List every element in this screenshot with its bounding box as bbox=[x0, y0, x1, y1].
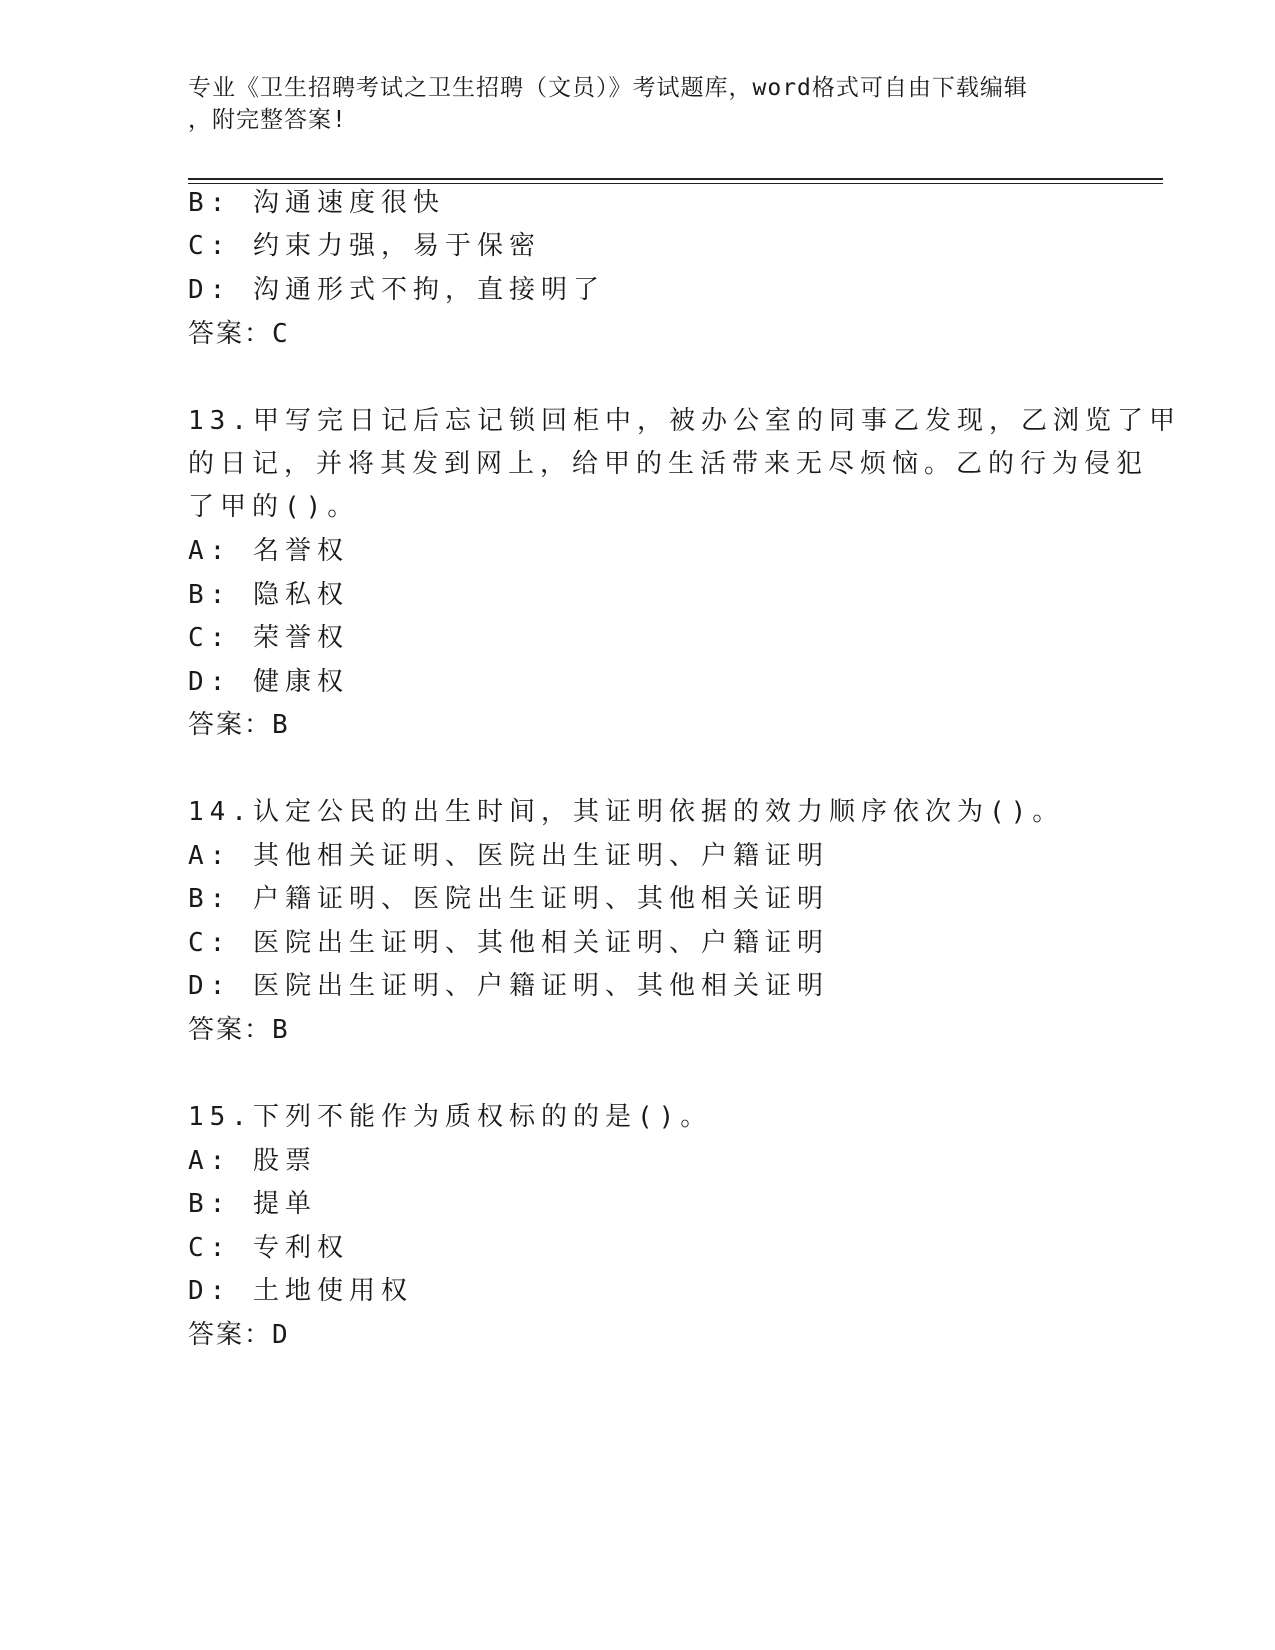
header-line-2: ，附完整答案! bbox=[188, 107, 347, 133]
header-line-1: 专业《卫生招聘考试之卫生招聘（文员）》考试题库，word格式可自由下载编辑 bbox=[188, 75, 1028, 101]
q14-stem-line-1: 14.认定公民的出生时间，其证明依据的效力顺序依次为()。 bbox=[188, 797, 1065, 827]
q14-answer: 答案：B bbox=[188, 1015, 290, 1045]
q14-option-d: D: 医院出生证明、户籍证明、其他相关证明 bbox=[188, 971, 829, 1001]
q12-option-b: B: 沟通速度很快 bbox=[188, 188, 445, 218]
q15-option-a: A: 股票 bbox=[188, 1146, 317, 1176]
q14-option-c: C: 医院出生证明、其他相关证明、户籍证明 bbox=[188, 928, 829, 958]
q13-stem-line-3: 了甲的()。 bbox=[188, 492, 360, 522]
q12-option-c: C: 约束力强，易于保密 bbox=[188, 231, 541, 261]
header-divider-thick bbox=[188, 178, 1163, 180]
header-divider-thin bbox=[188, 183, 1163, 184]
q13-stem-line-2: 的日记，并将其发到网上，给甲的生活带来无尽烦恼。乙的行为侵犯 bbox=[188, 449, 1149, 479]
q15-option-d: D: 土地使用权 bbox=[188, 1276, 413, 1306]
q13-option-c: C: 荣誉权 bbox=[188, 623, 349, 653]
q15-option-c: C: 专利权 bbox=[188, 1233, 349, 1263]
q12-option-d: D: 沟通形式不拘，直接明了 bbox=[188, 275, 605, 305]
q14-option-b: B: 户籍证明、医院出生证明、其他相关证明 bbox=[188, 884, 829, 914]
q13-stem-line-1: 13.甲写完日记后忘记锁回柜中，被办公室的同事乙发现，乙浏览了甲 bbox=[188, 406, 1181, 436]
q13-answer: 答案：B bbox=[188, 710, 290, 740]
q13-option-a: A: 名誉权 bbox=[188, 536, 349, 566]
q13-option-b: B: 隐私权 bbox=[188, 580, 349, 610]
q12-answer: 答案：C bbox=[188, 319, 290, 349]
q15-stem-line-1: 15.下列不能作为质权标的的是()。 bbox=[188, 1102, 713, 1132]
q15-option-b: B: 提单 bbox=[188, 1189, 317, 1219]
q14-option-a: A: 其他相关证明、医院出生证明、户籍证明 bbox=[188, 841, 829, 871]
document-header bbox=[188, 72, 1088, 136]
q15-answer: 答案：D bbox=[188, 1320, 290, 1350]
q13-option-d: D: 健康权 bbox=[188, 667, 349, 697]
